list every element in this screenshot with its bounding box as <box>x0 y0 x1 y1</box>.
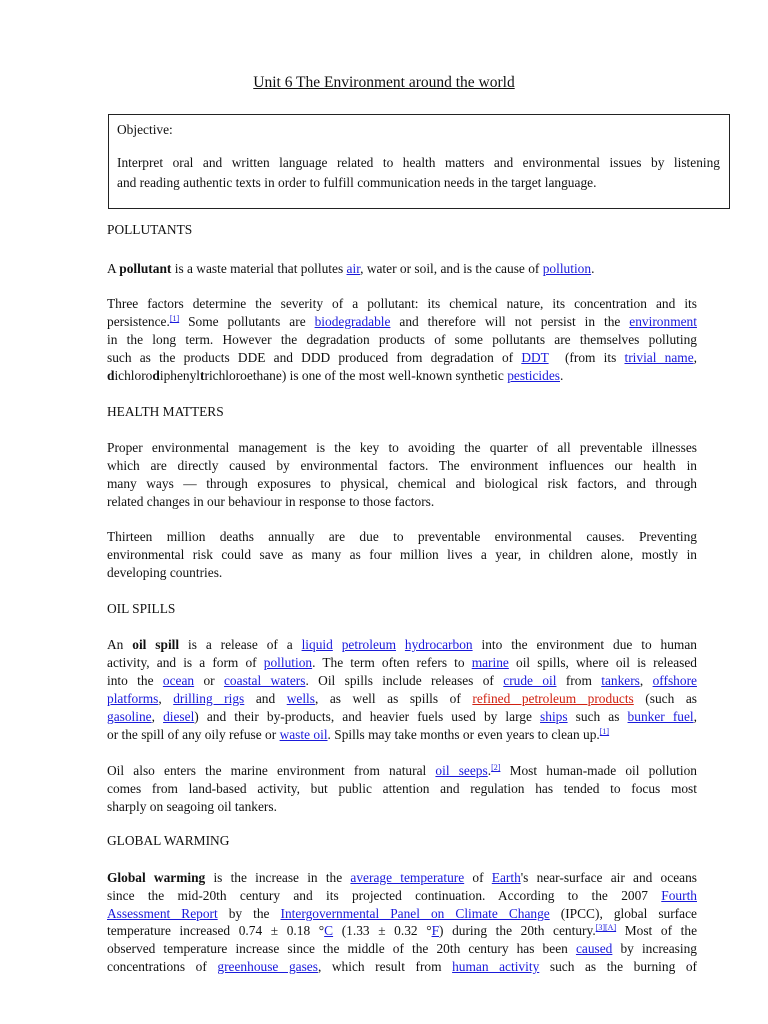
paragraph-line: Proper environmental management is the key to avoiding the quarter of all preventable illnesses <box>107 440 697 455</box>
link-crude-oil[interactable]: crude oil <box>503 673 557 688</box>
paragraph-line: gasoline, diesel) and their by-products, and heavier fuels used by large ships such as bunker fuel, <box>107 709 697 724</box>
section-heading-health: HEALTH MATTERS <box>107 404 224 419</box>
link-waste-oil[interactable]: waste oil <box>279 727 328 742</box>
link-ddt[interactable]: DDT <box>521 350 549 365</box>
link-offshore-platforms[interactable]: platforms <box>107 691 159 706</box>
paragraph-line: Thirteen million deaths annually are due to preventable environmental causes. Preventing <box>107 529 697 544</box>
link-trivial-name[interactable]: trivial name <box>624 350 694 365</box>
link-offshore-platforms[interactable]: offshore <box>652 673 697 688</box>
footnote-link[interactable]: [3][A] <box>595 923 617 932</box>
section-heading-oil-spills: OIL SPILLS <box>107 601 176 616</box>
link-ipcc[interactable]: Intergovernmental Panel on Climate Change <box>280 906 550 921</box>
footnote-link[interactable]: [1] <box>599 727 610 736</box>
paragraph-line: Assessment Report by the Intergovernmental Panel on Climate Change (IPCC), global surface <box>107 906 697 921</box>
section-heading-global-warming: GLOBAL WARMING <box>107 833 230 848</box>
link-pollution[interactable]: pollution <box>542 261 592 276</box>
paragraph-line: which are directly caused by environmental factors. The environment influences our health in <box>107 458 697 473</box>
section-heading-pollutants: POLLUTANTS <box>107 222 193 237</box>
paragraph-line: platforms, drilling rigs and wells, as well as spills of refined petroleum products (such as <box>107 691 698 706</box>
link-caused[interactable]: caused <box>575 941 613 956</box>
paragraph-line: persistence.[1] Some pollutants are biodegradable and therefore will not persist in the environment <box>107 314 697 329</box>
link-celsius[interactable]: C <box>324 923 334 938</box>
paragraph-line: in the long term. However the degradation products of some pollutants are themselves polluting <box>107 332 697 347</box>
link-greenhouse-gases[interactable]: greenhouse gases <box>217 959 318 974</box>
link-tankers[interactable]: tankers <box>601 673 640 688</box>
link-petroleum[interactable]: petroleum <box>341 637 397 652</box>
paragraph-line: comes from land-based activity, but public attention and regulation has tended to focus most <box>107 781 697 796</box>
link-coastal-waters[interactable]: coastal waters <box>223 673 306 688</box>
link-ocean[interactable]: ocean <box>162 673 195 688</box>
link-environment[interactable]: environment <box>629 314 697 329</box>
link-pollution[interactable]: pollution <box>263 655 313 670</box>
link-human-activity[interactable]: human activity <box>452 959 540 974</box>
link-earth[interactable]: Earth <box>491 870 521 885</box>
link-fahrenheit[interactable]: F <box>431 923 440 938</box>
link-hydrocarbon[interactable]: hydrocarbon <box>404 637 473 652</box>
link-pesticides[interactable]: pesticides <box>507 368 560 383</box>
paragraph-line: developing countries. <box>107 565 223 580</box>
link-biodegradable[interactable]: biodegradable <box>314 314 391 329</box>
link-drilling-rigs[interactable]: drilling rigs <box>173 691 245 706</box>
objective-heading: Objective: <box>117 122 173 137</box>
paragraph-line: observed temperature increase since the middle of the 20th century has been caused by increasing <box>107 941 697 956</box>
paragraph-line: sharply on seagoing oil tankers. <box>107 799 277 814</box>
footnote-link[interactable]: [1] <box>169 314 180 323</box>
link-diesel[interactable]: diesel <box>163 709 195 724</box>
objective-line: and reading authentic texts in order to fulfill communication needs in the target language. <box>117 175 597 190</box>
paragraph-line: many ways — through exposures to physical, chemical and biological risk factors, and through <box>107 476 697 491</box>
paragraph-line: activity, and is a form of pollution. The term often refers to marine oil spills, where oil is released <box>107 655 697 670</box>
paragraph-line: environmental risk could save as many as four million lives a year, in children alone, mostly in <box>107 547 697 562</box>
paragraph-line: dichlorodiphenyltrichloroethane) is one of the most well-known synthetic pesticides. <box>107 368 564 383</box>
link-oil-seeps[interactable]: oil seeps <box>435 763 488 778</box>
objective-line: Interpret oral and written language related to health matters and environmental issues by listening <box>117 155 720 170</box>
paragraph-line: since the mid-20th century and its projected continuation. According to the 2007 Fourth <box>107 888 697 903</box>
paragraph-line: Global warming is the increase in the average temperature of Earth's near-surface air and oceans <box>107 870 697 885</box>
link-bunker-fuel[interactable]: bunker fuel <box>627 709 694 724</box>
paragraph-line: A pollutant is a waste material that pollutes air, water or soil, and is the cause of pollution. <box>107 261 595 276</box>
paragraph-line: concentrations of greenhouse gases, which result from human activity such as the burning of <box>107 959 698 974</box>
link-ships[interactable]: ships <box>540 709 568 724</box>
link-liquid[interactable]: liquid <box>301 637 333 652</box>
footnote-link[interactable]: [2] <box>491 763 501 772</box>
paragraph-line: Oil also enters the marine environment from natural oil seeps.[2] Most human-made oil pollution <box>107 763 697 778</box>
link-fourth-assessment-report[interactable]: Fourth <box>661 888 697 903</box>
paragraph-line: into the ocean or coastal waters. Oil spills include releases of crude oil from tankers, offshore <box>107 673 697 688</box>
link-average-temperature[interactable]: average temperature <box>350 870 465 885</box>
paragraph-line: related changes in our behaviour in response to those factors. <box>107 494 435 509</box>
page-title: Unit 6 The Environment around the world <box>253 74 515 91</box>
paragraph-line: or the spill of any oily refuse or waste oil. Spills may take months or even years to clean up.[1] <box>107 727 610 742</box>
link-refined-petroleum-products[interactable]: refined petroleum products <box>472 691 634 706</box>
paragraph-line: such as the products DDE and DDD produced from degradation of DDT (from its trivial name, <box>107 350 698 365</box>
paragraph-line: Three factors determine the severity of a pollutant: its chemical nature, its concentration and its <box>107 296 697 311</box>
paragraph-line: An oil spill is a release of a liquid petroleum hydrocarbon into the environment due to human <box>107 637 697 652</box>
link-fourth-assessment-report[interactable]: Assessment Report <box>107 906 218 921</box>
link-air[interactable]: air <box>346 261 361 276</box>
paragraph-line: temperature increased 0.74 ± 0.18 °C (1.33 ± 0.32 °F) during the 20th century.[3][A] Most of the <box>107 923 698 938</box>
link-marine[interactable]: marine <box>471 655 509 670</box>
link-gasoline[interactable]: gasoline <box>107 709 152 724</box>
link-wells[interactable]: wells <box>286 691 315 706</box>
